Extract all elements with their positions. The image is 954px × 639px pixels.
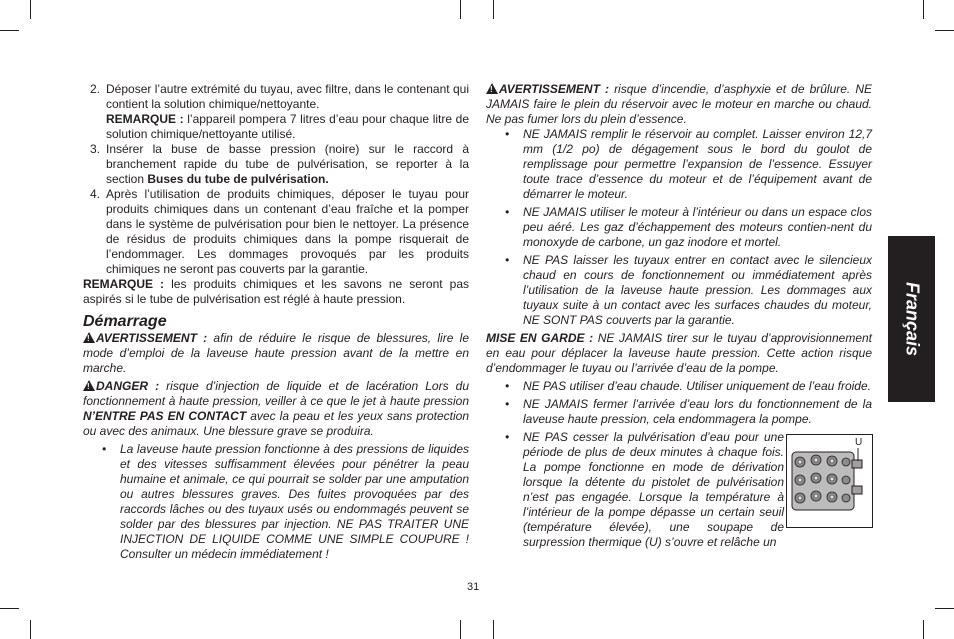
bullet-text: NE PAS utiliser d’eau chaude. Utiliser uniquement de l’eau froide.	[523, 379, 871, 393]
bullet-dot: •	[102, 442, 107, 456]
bullet-item	[486, 397, 872, 427]
bullet-dot: •	[505, 397, 510, 411]
crop-mark	[460, 0, 461, 19]
language-tab	[888, 236, 935, 402]
crop-mark	[493, 0, 494, 19]
note-label: REMARQUE :	[83, 277, 165, 291]
step-3-text	[106, 142, 469, 187]
bullet-dot: •	[505, 253, 510, 267]
warning-triangle-icon	[83, 332, 95, 343]
warning-text: risque d’incendie, d’asphyxie et de brûlure. NE JAMAIS faire le plein du réservoir avec le moteur en marche ou chaud. Ne pas fumer lors du plein d’essence.	[486, 82, 873, 126]
language-tab-label: Français	[902, 281, 922, 357]
note-text: les produits chimiques et les savons ne seront pas aspirés si le tube de pulvérisation est réglé à haute pression.	[83, 277, 469, 306]
warning-triangle-icon	[486, 83, 498, 94]
warning-text: afin de réduire le risque de blessures, lire le mode d’emploi de la laveuse haute pression avant de la mettre en marche.	[83, 331, 469, 375]
bullet-item	[83, 442, 469, 562]
bullet-dot: •	[505, 379, 510, 393]
crop-mark	[923, 620, 924, 639]
danger-label: DANGER :	[96, 379, 160, 393]
crop-mark	[0, 608, 19, 609]
warning-paragraph	[83, 331, 469, 376]
bullet-item	[486, 253, 872, 328]
warning-label: AVERTISSEMENT :	[96, 331, 208, 345]
step-2-note	[106, 112, 469, 142]
note-text: l’appareil pompera 7 litres d’eau pour chaque litre de solution chimique/nettoyante utilisé.	[106, 112, 469, 141]
bullet-text: NE JAMAIS fermer l’arrivée d’eau lors du fonctionnement de la laveuse haute pression, cela endommagera la pompe.	[523, 397, 872, 426]
section-heading: Démarrage	[83, 313, 167, 330]
crop-mark	[30, 620, 31, 639]
danger-text: avec la peau et les yeux sans protection ou avec des animaux. Une blessure grave se produira.	[83, 409, 469, 438]
danger-emphasis: N’ENTRE PAS EN CONTACT	[83, 409, 247, 423]
bullet-text: NE PAS laisser les tuyaux entrer en contact avec le silencieux chaud en cours de fonctionnement ou immédiatement après l’utilisation de la laveuse haute pression. Les dommages aux tuyaux suite à un contact avec les surfaces chaudes du moteur, NE SONT PAS couverts par la garantie.	[523, 253, 872, 327]
list-number: 3.	[90, 142, 101, 156]
bullet-dot: •	[505, 430, 510, 444]
crop-mark	[30, 0, 31, 19]
chemical-note	[83, 277, 469, 307]
list-item-4	[83, 187, 469, 277]
step-4-text: Après l’utilisation de produits chimiques, déposer le tuyau pour produits chimiques dans un contenant d’eau fraîche et la pomper dans le système de pulvérisation pour bien le nettoyer. La présence de résidus de produits chimiques dans la pompe risquerait de l’endommager. Les dommages provoqués par les produits chimiques ne seront pas couverts par la garantie.	[106, 187, 469, 276]
danger-paragraph	[83, 379, 469, 439]
note-label: REMARQUE :	[106, 112, 184, 126]
pump-figure	[786, 434, 873, 528]
bullet-item	[486, 127, 872, 202]
warning-label: AVERTISSEMENT :	[499, 82, 609, 96]
fuel-warning-paragraph	[486, 82, 872, 127]
crop-mark	[935, 608, 954, 609]
list-item-2	[83, 82, 469, 142]
step-3-body: Insérer la buse de basse pression (noire) sur le raccord à branchement rapide du tube de pulvérisation, se reporter à la section	[106, 142, 469, 186]
bullet-body: NE PAS cesser la pulvérisation d’eau pour une période de plus de deux minutes à chaque fois. La pompe fonctionne en mode de dérivation lorsque la détente du pistolet de pulvérisation n’est pas engagée. Lorsque la température à l’intérieur de la pompe dépasse un certain seuil (température élevée), une soupape de surpression thermique (U) s’ouvre et relâche un	[523, 430, 784, 549]
bullet-dot: •	[505, 205, 510, 219]
list-item-3	[83, 142, 469, 187]
figure-callout-label: U	[855, 437, 863, 448]
page-number: 31	[467, 581, 480, 593]
caution-text: NE JAMAIS tirer sur le tuyau d’approvisionnement en eau pour déplacer la laveuse haute pression. Cette action risque d’endommager le tuyau ou l’arrivée d’eau de la pompe.	[486, 331, 872, 375]
bullet-item	[486, 379, 872, 394]
list-number: 2.	[90, 82, 101, 96]
bullet-dot: •	[505, 127, 510, 141]
crop-mark	[460, 620, 461, 639]
crop-mark	[493, 620, 494, 639]
danger-text: risque d’injection de liquide et de lacération Lors du fonctionnement à haute pression, veiller à ce que le jet à haute pression	[83, 379, 469, 408]
crop-mark	[935, 30, 954, 31]
caution-paragraph	[486, 331, 872, 376]
bullet-text: NE JAMAIS remplir le réservoir au complet. Laisser environ 12,7 mm (1/2 po) de dégagement sous le bord du goulot de remplissage pour permettre l’expansion de l’essence. Essuyer toute trace d’essence du moteur et de l’équipement avant de démarrer le moteur.	[523, 127, 872, 201]
bullet-text: La laveuse haute pression fonctionne à des pressions de liquides et des vitesses suffisamment élevées pour pénétrer la peau humaine et animale, ce qui pourrait se solder par une amputation ou autres blessures graves. Des fuites provoquées par des raccords lâches ou des tuyaux usés ou endommagés peuvent se solder par des blessures par injection. NE PAS TRAITER UNE INJECTION DE LIQUIDE COMME UNE SIMPLE COUPURE ! Consulter un médecin immédiatement !	[120, 442, 469, 561]
warning-triangle-icon	[83, 380, 95, 391]
list-number: 4.	[90, 187, 101, 201]
nozzle-section-ref: Buses du tube de pulvérisation.	[147, 172, 329, 186]
crop-mark	[0, 30, 19, 31]
bullet-item	[486, 205, 872, 250]
left-column	[83, 82, 469, 562]
caution-label: MISE EN GARDE :	[486, 331, 594, 345]
step-2-text: Déposer l’autre extrémité du tuyau, avec filtre, dans le contenant qui contient la solution chimique/nettoyante.	[106, 82, 469, 111]
bullet-text: NE JAMAIS utiliser le moteur à l’intérieur ou dans un espace clos peu aéré. Les gaz d’échappement des moteurs contien-nent du monoxyde de carbone, un gaz inodore et mortel.	[523, 205, 872, 249]
crop-mark	[923, 0, 924, 19]
